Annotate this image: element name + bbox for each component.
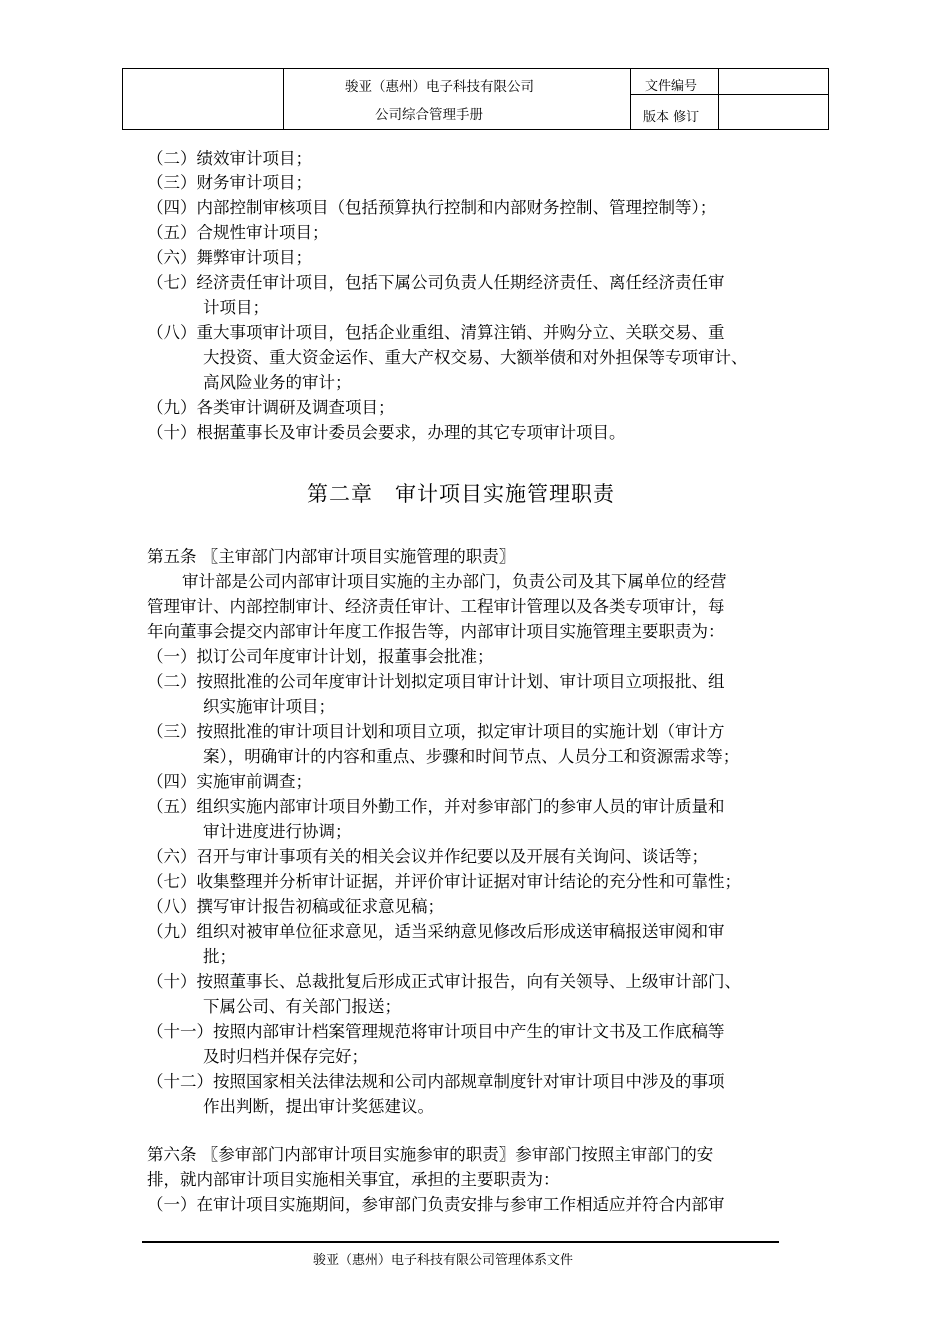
paragraph-line: 审计部是公司内部审计项目实施的主办部门，负责公司及其下属单位的经营 bbox=[182, 572, 727, 591]
paragraph-line: 排，就内部审计项目实施相关事宜，承担的主要职责为： bbox=[147, 1170, 560, 1189]
header-divider bbox=[630, 69, 631, 129]
list-item: （三）财务审计项目； bbox=[147, 173, 312, 192]
list-item: （十）根据董事长及审计委员会要求，办理的其它专项审计项目。 bbox=[147, 423, 626, 442]
header-divider bbox=[283, 69, 284, 129]
list-item: （二）按照批准的公司年度审计计划拟定项目审计计划、审计项目立项报批、组 bbox=[147, 672, 725, 691]
list-item: （二）绩效审计项目； bbox=[147, 149, 312, 168]
list-item-continuation: 及时归档并保存完好； bbox=[203, 1047, 368, 1066]
list-item: （十）按照董事长、总裁批复后形成正式审计报告，向有关领导、上级审计部门、 bbox=[147, 972, 741, 991]
paragraph-line: 年向董事会提交内部审计年度工作报告等，内部审计项目实施管理主要职责为： bbox=[147, 622, 725, 641]
list-item: （八）重大事项审计项目，包括企业重组、清算注销、并购分立、关联交易、重 bbox=[147, 323, 725, 342]
header-doc-number-label: 文件编号 bbox=[645, 79, 698, 94]
list-item-continuation: 批； bbox=[203, 947, 236, 966]
article-heading: 第五条 〖主审部门内部审计项目实施管理的职责〗 bbox=[147, 547, 516, 566]
article-heading: 第六条 〖参审部门内部审计项目实施参审的职责〗参审部门按照主审部门的安 bbox=[147, 1145, 714, 1164]
list-item-continuation: 高风险业务的审计； bbox=[203, 373, 352, 392]
list-item-continuation: 下属公司、有关部门报送； bbox=[203, 997, 401, 1016]
list-item: （四）实施审前调查； bbox=[147, 772, 312, 791]
list-item: （七）收集整理并分析审计证据，并评价审计证据对审计结论的充分性和可靠性； bbox=[147, 872, 741, 891]
list-item-continuation: 织实施审计项目； bbox=[203, 697, 335, 716]
paragraph-line: 管理审计、内部控制审计、经济责任审计、工程审计管理以及各类专项审计，每 bbox=[147, 597, 725, 616]
list-item-continuation: 案），明确审计的内容和重点、步骤和时间节点、人员分工和资源需求等； bbox=[203, 747, 740, 766]
header-manual-title: 公司综合管理手册 bbox=[375, 107, 483, 123]
list-item: （九）各类审计调研及调查项目； bbox=[147, 398, 395, 417]
list-item-continuation: 作出判断，提出审计奖惩建议。 bbox=[203, 1097, 434, 1116]
list-item: （一）拟订公司年度审计计划，报董事会批准； bbox=[147, 647, 494, 666]
header-company-name: 骏亚（惠州）电子科技有限公司 bbox=[345, 79, 534, 95]
list-item-continuation: 审计进度进行协调； bbox=[203, 822, 352, 841]
header-divider bbox=[718, 69, 719, 129]
list-item-continuation: 大投资、重大资金运作、重大产权交易、大额举债和对外担保等专项审计、 bbox=[203, 348, 748, 367]
list-item-continuation: 计项目； bbox=[203, 298, 269, 317]
chapter-title: 第二章 审计项目实施管理职责 bbox=[307, 482, 615, 506]
list-item: （八）撰写审计报告初稿或征求意见稿； bbox=[147, 897, 444, 916]
list-item: （七）经济责任审计项目，包括下属公司负责人任期经济责任、离任经济责任审 bbox=[147, 273, 725, 292]
header-version-label: 版本 修订 bbox=[643, 110, 700, 125]
list-item: （三）按照批准的审计项目计划和项目立项，拟定审计项目的实施计划（审计方 bbox=[147, 722, 725, 741]
list-item: （六）召开与审计事项有关的相关会议并作纪要以及开展有关询问、谈话等； bbox=[147, 847, 708, 866]
list-item: （一）在审计项目实施期间，参审部门负责安排与参审工作相适应并符合内部审 bbox=[147, 1195, 725, 1214]
list-item: （五）组织实施内部审计项目外勤工作，并对参审部门的参审人员的审计质量和 bbox=[147, 797, 725, 816]
page-footer: 骏亚（惠州）电子科技有限公司管理体系文件 bbox=[313, 1253, 574, 1268]
list-item: （十二）按照国家相关法律法规和公司内部规章制度针对审计项目中涉及的事项 bbox=[147, 1072, 725, 1091]
list-item: （十一）按照内部审计档案管理规范将审计项目中产生的审计文书及工作底稿等 bbox=[147, 1022, 725, 1041]
footer-divider bbox=[142, 1241, 779, 1243]
document-header-table bbox=[122, 68, 829, 130]
header-divider bbox=[630, 94, 828, 95]
list-item: （四）内部控制审核项目（包括预算执行控制和内部财务控制、管理控制等）； bbox=[147, 198, 717, 217]
list-item: （九）组织对被审单位征求意见，适当采纳意见修改后形成送审稿报送审阅和审 bbox=[147, 922, 725, 941]
list-item: （六）舞弊审计项目； bbox=[147, 248, 312, 267]
list-item: （五）合规性审计项目； bbox=[147, 223, 329, 242]
